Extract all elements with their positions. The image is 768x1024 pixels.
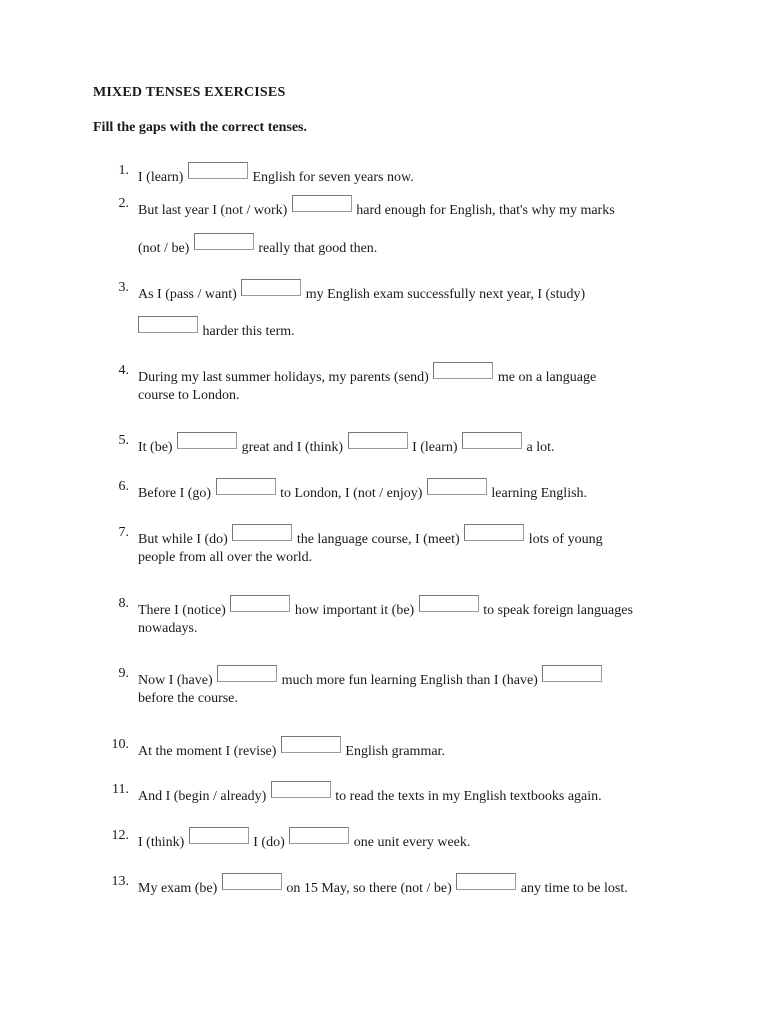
item-text: much more fun learning English than I (have) bbox=[281, 673, 538, 688]
item-line bbox=[138, 665, 603, 690]
item-text: As I (pass / want) bbox=[138, 287, 237, 302]
item-text: how important it (be) bbox=[294, 603, 415, 618]
gap-input[interactable] bbox=[427, 478, 487, 495]
item-text: I (think) bbox=[138, 835, 185, 850]
item-text: But while I (do) bbox=[138, 532, 228, 547]
item-text: Before I (go) bbox=[138, 486, 212, 501]
item-text: During my last summer holidays, my parents (send) bbox=[138, 370, 429, 385]
item-line bbox=[138, 316, 295, 341]
item-line bbox=[138, 162, 414, 187]
gap-input[interactable] bbox=[217, 665, 277, 682]
item-text: people from all over the world. bbox=[138, 550, 313, 565]
item-number: 5. bbox=[118, 433, 129, 448]
item-line bbox=[138, 827, 470, 852]
item-text: It (be) bbox=[138, 440, 173, 455]
gap-input[interactable] bbox=[456, 873, 516, 890]
gap-input[interactable] bbox=[232, 524, 292, 541]
item-number: 7. bbox=[118, 525, 129, 540]
item-line bbox=[138, 478, 587, 503]
item-line bbox=[138, 736, 445, 761]
gap-input[interactable] bbox=[230, 595, 290, 612]
item-text: There I (notice) bbox=[138, 603, 226, 618]
item-text: I (learn) bbox=[138, 170, 184, 185]
gap-input[interactable] bbox=[281, 736, 341, 753]
item-line bbox=[138, 595, 633, 620]
item-text: hard enough for English, that's why my marks bbox=[356, 203, 615, 218]
instructions: Fill the gaps with the correct tenses. bbox=[93, 120, 307, 135]
item-line bbox=[138, 620, 198, 638]
gap-input[interactable] bbox=[241, 279, 301, 296]
gap-input[interactable] bbox=[542, 665, 602, 682]
gap-input[interactable] bbox=[464, 524, 524, 541]
gap-input[interactable] bbox=[271, 781, 331, 798]
item-number: 2. bbox=[118, 196, 129, 211]
item-text: But last year I (not / work) bbox=[138, 203, 288, 218]
item-number: 4. bbox=[118, 363, 129, 378]
item-line bbox=[138, 873, 628, 898]
item-number: 1. bbox=[118, 163, 129, 178]
item-text: my English exam successfully next year, I (study) bbox=[305, 287, 586, 302]
item-number: 8. bbox=[118, 596, 129, 611]
gap-input[interactable] bbox=[289, 827, 349, 844]
item-line bbox=[138, 781, 602, 806]
item-text: great and I (think) bbox=[241, 440, 344, 455]
gap-input[interactable] bbox=[419, 595, 479, 612]
item-text: nowadays. bbox=[138, 621, 198, 636]
gap-input[interactable] bbox=[462, 432, 522, 449]
item-line bbox=[138, 549, 312, 567]
item-text: learning English. bbox=[491, 486, 588, 501]
item-number: 13. bbox=[111, 874, 129, 889]
item-text: a lot. bbox=[526, 440, 555, 455]
item-number: 12. bbox=[111, 828, 129, 843]
gap-input[interactable] bbox=[188, 162, 248, 179]
item-text: to London, I (not / enjoy) bbox=[280, 486, 423, 501]
item-text: to read the texts in my English textbooks again. bbox=[335, 789, 602, 804]
item-text: I (do) bbox=[253, 835, 285, 850]
gap-input[interactable] bbox=[194, 233, 254, 250]
item-line bbox=[138, 195, 615, 220]
item-line bbox=[138, 362, 596, 387]
item-text: me on a language bbox=[497, 370, 597, 385]
item-text: the language course, I (meet) bbox=[296, 532, 460, 547]
item-number: 6. bbox=[118, 479, 129, 494]
item-number: 3. bbox=[118, 280, 129, 295]
item-text: to speak foreign languages bbox=[483, 603, 633, 618]
item-number: 11. bbox=[112, 782, 129, 797]
item-line bbox=[138, 690, 238, 708]
item-line bbox=[138, 387, 239, 405]
item-text: At the moment I (revise) bbox=[138, 744, 277, 759]
gap-input[interactable] bbox=[222, 873, 282, 890]
gap-input[interactable] bbox=[189, 827, 249, 844]
gap-input[interactable] bbox=[433, 362, 493, 379]
gap-input[interactable] bbox=[177, 432, 237, 449]
item-text: really that good then. bbox=[258, 241, 378, 256]
gap-input[interactable] bbox=[292, 195, 352, 212]
item-number: 9. bbox=[118, 666, 129, 681]
gap-input[interactable] bbox=[138, 316, 198, 333]
item-text: And I (begin / already) bbox=[138, 789, 267, 804]
item-line bbox=[138, 524, 603, 549]
item-text: harder this term. bbox=[202, 324, 295, 339]
gap-input[interactable] bbox=[216, 478, 276, 495]
item-text: one unit every week. bbox=[353, 835, 471, 850]
item-text: English for seven years now. bbox=[252, 170, 414, 185]
item-line bbox=[138, 233, 377, 258]
page-title: MIXED TENSES EXERCISES bbox=[93, 85, 286, 100]
item-text: My exam (be) bbox=[138, 881, 218, 896]
item-text: on 15 May, so there (not / be) bbox=[286, 881, 452, 896]
item-text: before the course. bbox=[138, 691, 238, 706]
item-number: 10. bbox=[111, 737, 129, 752]
item-text: course to London. bbox=[138, 388, 240, 403]
item-line bbox=[138, 432, 555, 457]
item-text: English grammar. bbox=[345, 744, 445, 759]
item-text: I (learn) bbox=[412, 440, 458, 455]
item-text: any time to be lost. bbox=[520, 881, 628, 896]
item-text: lots of young bbox=[528, 532, 603, 547]
item-text: (not / be) bbox=[138, 241, 190, 256]
item-line bbox=[138, 279, 585, 304]
gap-input[interactable] bbox=[348, 432, 408, 449]
item-text: Now I (have) bbox=[138, 673, 213, 688]
